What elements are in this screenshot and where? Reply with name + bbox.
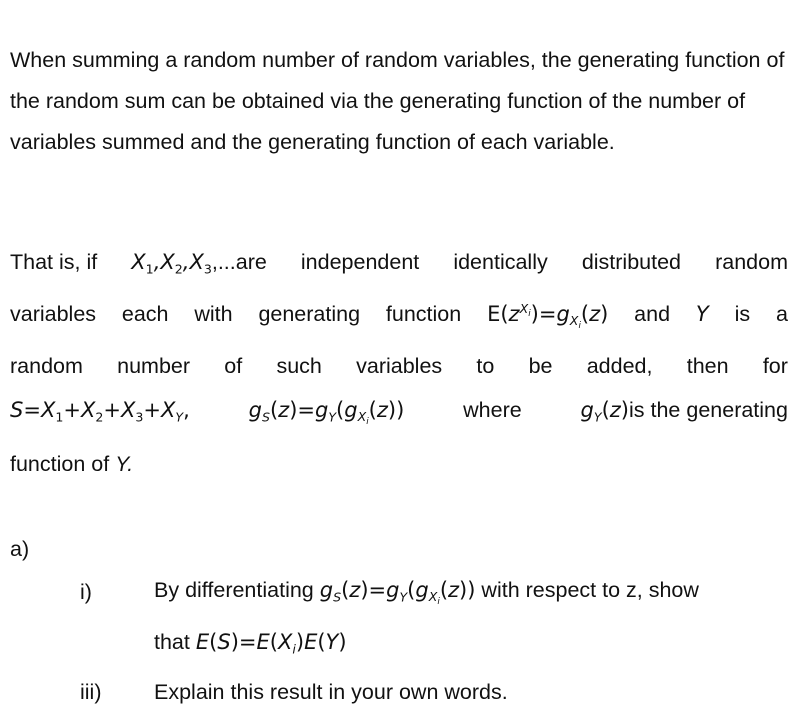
item-iii-label: iii): [80, 680, 102, 704]
statement-line-3: [10, 354, 788, 379]
word: identically: [453, 250, 548, 274]
word: be: [528, 354, 553, 378]
intro-paragraph: When summing a random number of random variables, the generating function of the random sum can be obtained via the generating function of the number of variables summed and the generating function of each variable.: [10, 48, 785, 154]
word: and: [634, 302, 671, 326]
item-i-text-after: with respect to z, show: [481, 578, 699, 602]
item-i-result: $E(S)=E(X_i)E(Y)$: [195, 630, 347, 657]
word: random: [715, 250, 788, 274]
that-is-if: That is, if: [10, 250, 98, 274]
gy-phrase: [581, 398, 788, 423]
word: such: [276, 354, 322, 378]
item-i-text-line-2: [154, 630, 347, 655]
word: of: [224, 354, 243, 378]
item-i-text-before: By differentiating: [154, 578, 314, 602]
word: where: [463, 398, 522, 422]
gs-equation: $g_S(z)=g_Y(g_{X_i}(z))$: [248, 398, 405, 428]
generating-function-equation: $E(z^{X_i})=g_{X_i}(z)$: [487, 300, 609, 332]
word: each: [121, 302, 169, 326]
word: function: [385, 302, 462, 326]
function-of: function of: [10, 452, 110, 476]
word: variables: [10, 302, 97, 326]
sum-equation: $S=X_1+X_2+X_3+X_Y$,: [10, 398, 190, 425]
word: variables: [356, 354, 443, 378]
word: with: [194, 302, 233, 326]
gy-function: $g_Y(z)$: [580, 398, 629, 425]
word: is: [734, 302, 751, 326]
y-end: Y.: [115, 453, 134, 476]
x-sequence: $X_1,X_2,X_3,...are$: [131, 250, 267, 277]
item-iii-text: Explain this result in your own words.: [154, 680, 508, 704]
y-variable: Y: [695, 302, 709, 326]
word: distributed: [581, 250, 682, 274]
item-i-text-line-1: [154, 578, 699, 608]
are-word: are: [235, 250, 267, 274]
word: random: [10, 354, 83, 378]
item-i-equation: $g_S(z)=g_Y(g_{X_i}(z))$: [319, 578, 476, 608]
item-i-label: i): [80, 580, 92, 604]
word: for: [762, 354, 788, 378]
word: a: [775, 302, 788, 326]
x-sequence-math: $X_1,X_2,X_3$: [131, 250, 212, 277]
statement-line-1: [10, 250, 788, 275]
word: generating: [258, 302, 361, 326]
word: then: [686, 354, 729, 378]
word: to: [476, 354, 495, 378]
statement-line-2: [10, 300, 788, 332]
statement-line-5: [10, 452, 788, 477]
part-a-label: a): [10, 537, 30, 561]
word: number: [117, 354, 191, 378]
word: added,: [586, 354, 653, 378]
item-i-that: that: [154, 630, 190, 654]
is-the-generating: is the generating: [629, 398, 788, 422]
statement-line-4: [10, 398, 788, 428]
word: independent: [300, 250, 420, 274]
